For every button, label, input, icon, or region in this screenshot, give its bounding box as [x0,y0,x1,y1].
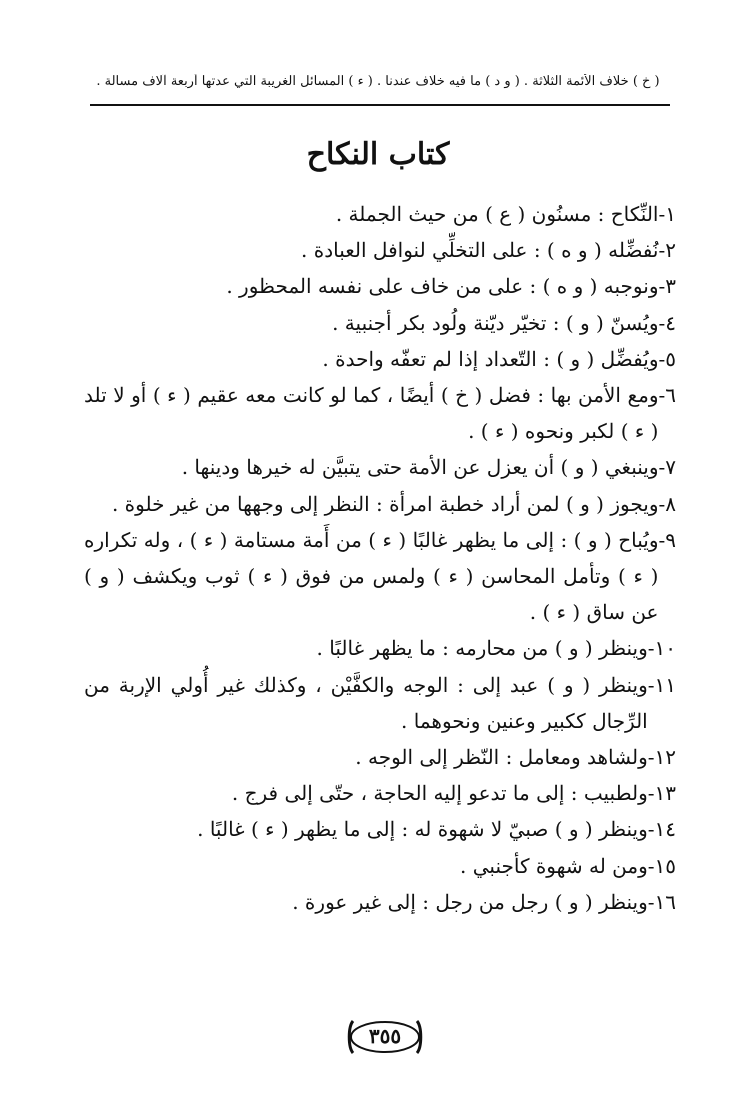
item-text: ومن له شهوة كأجنبي . [460,853,648,878]
list-item [84,486,676,522]
list-item [84,341,676,377]
item-number: ٩- [658,527,676,552]
item-text: ونوجبه ( و ه ) : على من خاف على نفسه المحظور . [226,274,659,299]
list-item [84,667,676,739]
list-item [84,630,676,666]
item-number: ١٥- [647,853,676,878]
item-number: ١- [658,202,676,226]
item-text: النِّكاح : مسنُون ( ع ) من حيث الجملة . [335,202,659,226]
list-item [84,449,676,485]
list-item [84,811,676,847]
item-text: وينظر ( و ) صبيّ لا شهوة له : إلى ما يظهر ( ء ) غالبًا . [197,817,648,842]
list-item [84,522,676,631]
item-number: ٣- [658,274,676,299]
running-header: ( خ ) خلاف الأئمة الثلاثة . ( و د ) ما فيه خلاف عندنا . ( ء ) المسائل الغريبة التي عدتها أربعة آلاف مسألة . [96,74,660,89]
list-item [84,775,676,811]
list-item [84,739,676,775]
item-number: ٦- [658,383,676,408]
item-text: ولطبيب : إلى ما تدعو إليه الحاجة ، حتّى إلى فرج . [231,781,648,806]
item-number: ٢- [658,238,676,263]
rulings-list [84,196,676,920]
item-text: ويُسنّ ( و ) : تخيّر ديّنة ولُود بكر أجنبية . [332,310,659,335]
list-item [84,377,676,449]
chapter-title: كتاب النكاح [306,137,450,172]
item-number: ٨- [658,491,676,516]
item-number: ١٣- [647,781,676,806]
item-text: وينبغي ( و ) أن يعزل عن الأمة حتى يتبيَّن له خيرها ودينها . [181,455,659,480]
item-number: ١٠- [647,636,676,661]
list-item [84,884,676,920]
list-item [84,268,676,304]
item-number: ٧- [658,455,676,480]
item-number: ١٦- [647,889,676,914]
item-number: ٤- [658,310,676,335]
item-text: وينظر ( و ) عبد إلى : الوجه والكفَّيْن ، وكذلك غير أُولي الإربة من الرِّجال ككبير وعنين ونحوهما . [84,672,648,733]
list-item [84,305,676,341]
item-text: ويُباح ( و ) : إلى ما يظهر غالبًا ( ء ) من أَمة مستامة ( ء ) ، وله تكراره ( ء ) وتأمل المحاسن ( ء ) ولمس من فوق ( ء ) ثوب ويكشف ( و ) عن ساق ( ء ) . [84,527,659,625]
item-text: نُفضِّله ( و ه ) : على التخلِّي لنوافل العبادة . [301,238,659,263]
page-number: ٣٥٥ [368,1024,402,1048]
item-text: وينظر ( و ) رجل من رجل : إلى غير عورة . [292,889,648,914]
item-text: ولشاهد ومعامل : النّظر إلى الوجه . [355,745,648,770]
item-text: وينظر ( و ) من محارمه : ما يظهر غالبًا . [316,636,648,661]
item-number: ١٢- [647,745,676,770]
list-item [84,848,676,884]
item-text: ويجوز ( و ) لمن أراد خطبة امرأة : النظر إلى وجهها من غير خلوة . [111,491,659,516]
item-text: ويُفضِّل ( و ) : التّعداد إذا لم تعفّه واحدة . [322,346,659,371]
list-item [84,232,676,268]
header-divider [90,104,670,106]
item-number: ١١- [647,672,676,697]
list-item [84,196,676,232]
item-text: ومع الأمن بها : فضل ( خ ) أيضًا ، كما لو كانت معه عقيم ( ء ) أو لا تلد ( ء ) لكبر ونحوه ( ء ) . [84,383,659,444]
item-number: ٥- [658,346,676,371]
item-number: ١٤- [647,817,676,842]
